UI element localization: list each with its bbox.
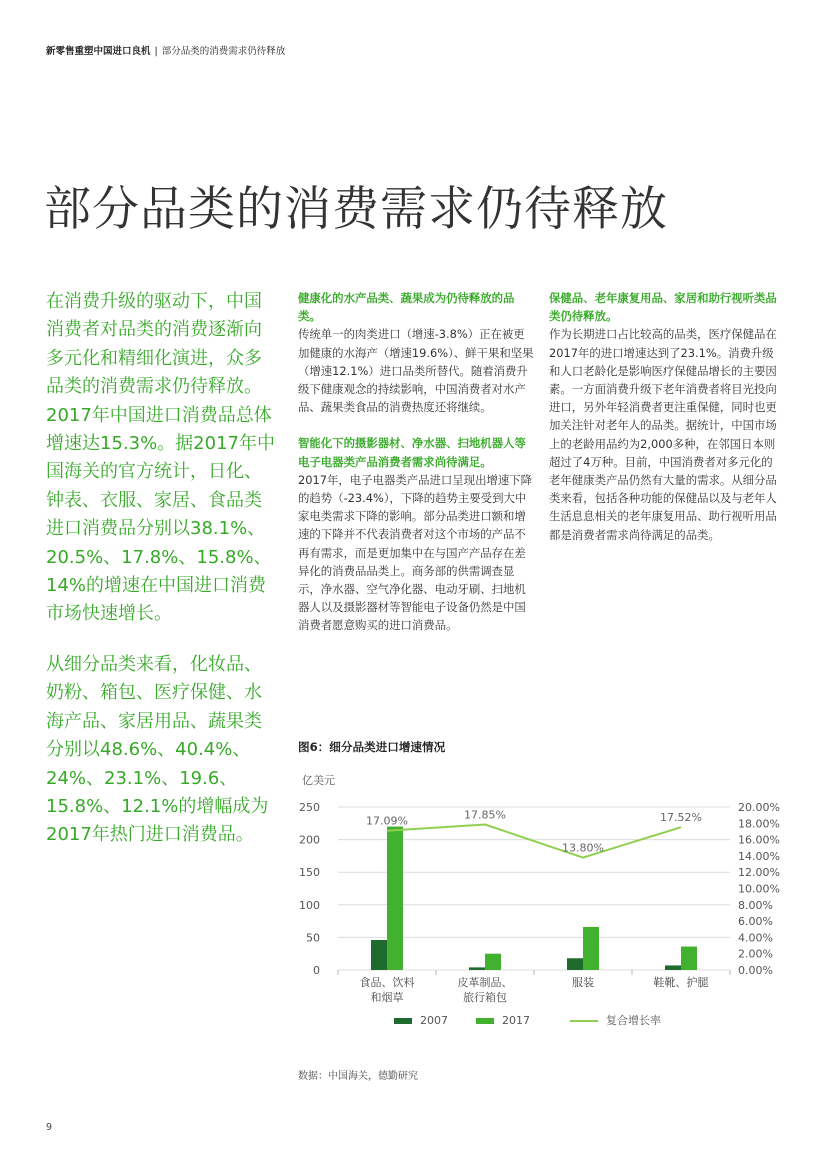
- header-report-title: 新零售重塑中国进口良机: [46, 46, 151, 57]
- running-header: [46, 43, 285, 57]
- lead-column: [46, 288, 276, 850]
- y2-tick-label: 8.00%: [738, 898, 773, 912]
- bar-2017-2: [485, 954, 501, 970]
- growth-rate-data-label: 17.85%: [464, 808, 506, 822]
- healthcare-section-heading: 保健品、老年康复用品、家居和助行视听类品类仍待释放。: [549, 291, 777, 324]
- right-column: [549, 289, 783, 562]
- y2-tick-label: 0.00%: [738, 964, 773, 977]
- legend-label-2007: 2007: [420, 1014, 448, 1027]
- bar-2017-3: [583, 927, 599, 970]
- y-tick-label: 150: [299, 866, 320, 880]
- growth-rate-line: [387, 825, 681, 858]
- lead-paragraph-2: 从细分品类来看，化妆品、奶粉、箱包、医疗保健、水海产品、家居用品、蔬果类分别以48.6%、40.4%、24%、23.1%、19.6、15.8%、12.1%的增幅成为2017年热门进口消费品。: [46, 653, 269, 846]
- y-tick-label: 200: [299, 833, 320, 847]
- legend-label-growth-rate: 复合增长率: [606, 1014, 661, 1027]
- aquatic-section-heading: 健康化的水产品类、蔬果成为仍待释放的品类。: [298, 291, 515, 324]
- import-growth-chart: [290, 768, 800, 1040]
- figure-source: 数据：中国海关，德勤研究: [298, 1071, 418, 1082]
- y2-tick-label: 4.00%: [738, 931, 773, 945]
- x-category-label: 鞋靴、护腿: [653, 976, 709, 989]
- y-axis-unit-label: 亿美元: [302, 774, 335, 787]
- x-category-label: 食品、饮料: [359, 976, 415, 989]
- growth-rate-data-label: 13.80%: [562, 841, 604, 855]
- y2-tick-label: 14.00%: [738, 849, 780, 863]
- x-category-label: 服装: [572, 976, 594, 989]
- bar-2017-4: [681, 947, 697, 970]
- growth-rate-data-label: 17.09%: [366, 814, 408, 828]
- electronics-section-heading: 智能化下的摄影器材、净水器、扫地机器人等电子电器类产品消费者需求尚待满足。: [298, 436, 526, 469]
- page-title: 部分品类的消费需求仍待释放: [44, 182, 668, 237]
- y-tick-label: 0: [313, 964, 320, 977]
- header-separator: |: [154, 46, 158, 57]
- lead-paragraph-1: 在消费升级的驱动下，中国消费者对品类的消费逐渐向多元化和精细化演进，众多品类的消费需求仍待释放。2017年中国进口消费品总体增速达15.3%。据2017年中国海关的官方统计，日化、钟表、衣服、家居、食品类进口消费品分别以38.1%、20.5%、17.8%、15.8%、14%的增速在中国进口消费市场快速增长。: [46, 291, 275, 625]
- x-category-label-line2: 旅行箱包: [463, 991, 507, 1004]
- middle-column: [298, 289, 534, 653]
- x-category-label: 皮革制品、: [457, 976, 513, 989]
- y-tick-label: 250: [299, 801, 320, 814]
- bar-2017-1: [387, 827, 403, 970]
- legend-swatch-2017: [476, 1018, 494, 1024]
- y2-tick-label: 20.00%: [738, 801, 780, 814]
- aquatic-section-body: 传统单一的肉类进口（增速-3.8%）正在被更加健康的水海产（增速19.6%）、鲜干果和坚果（增速12.1%）进口品类所替代。随着消费升级下健康观念的持续影响，中国消费者对水产品、蔬果类食品的消费热度还将继续。: [298, 327, 534, 415]
- y2-tick-label: 10.00%: [738, 882, 780, 896]
- y2-tick-label: 2.00%: [738, 947, 773, 961]
- page-number: 9: [46, 1122, 53, 1133]
- y2-tick-label: 12.00%: [738, 866, 780, 880]
- bar-2007-2: [469, 967, 485, 970]
- legend-swatch-2007: [394, 1018, 412, 1024]
- growth-rate-data-label: 17.52%: [660, 811, 702, 825]
- healthcare-section-body: 作为长期进口占比较高的品类，医疗保健品在2017年的进口增速达到了23.1%。消费升级和人口老龄化是影响医疗保健品增长的主要因素。一方面消费升级下老年消费者将目光投向进口，另外年轻消费者更注重保健，同时也更加关注针对老年人的品类。据统计，中国市场上的老龄用品约为2,000多种，在邻国日本则超过了4万种。目前，中国消费者对多元化的老年健康类产品仍然有大量的需求。从细分品类来看，包括各种功能的保健品以及与老年人生活息息相关的老年康复用品、助行视听用品都是消费者需求尚待满足的品类。: [549, 327, 777, 542]
- y2-tick-label: 16.00%: [738, 833, 780, 847]
- figure-title: 图6：细分品类进口增速情况: [298, 740, 446, 754]
- bar-2007-1: [371, 940, 387, 970]
- y-tick-label: 50: [306, 931, 320, 945]
- bar-2007-3: [567, 958, 583, 970]
- x-category-label-line2: 和烟草: [370, 991, 404, 1004]
- y-tick-label: 100: [299, 898, 320, 912]
- y2-tick-label: 18.00%: [738, 817, 780, 831]
- y2-tick-label: 6.00%: [738, 915, 773, 929]
- electronics-section-body: 2017年，电子电器类产品进口呈现出增速下降的趋势（-23.4%），下降的趋势主要受到大中家电类需求下降的影响。部分品类进口额和增速的下降并不代表消费者对这个市场的产品不再有需求，而是更加集中在与国产产品存在差异化的消费品品类上。商务部的供需调查显示，净水器、空气净化器、电动牙刷、扫地机器人以及摄影器材等智能电子设备仍然是中国消费者愿意购买的进口消费品。: [298, 472, 533, 633]
- bar-2007-4: [665, 965, 681, 970]
- header-section-title: 部分品类的消费需求仍待释放: [161, 46, 286, 57]
- legend-label-2017: 2017: [502, 1014, 530, 1027]
